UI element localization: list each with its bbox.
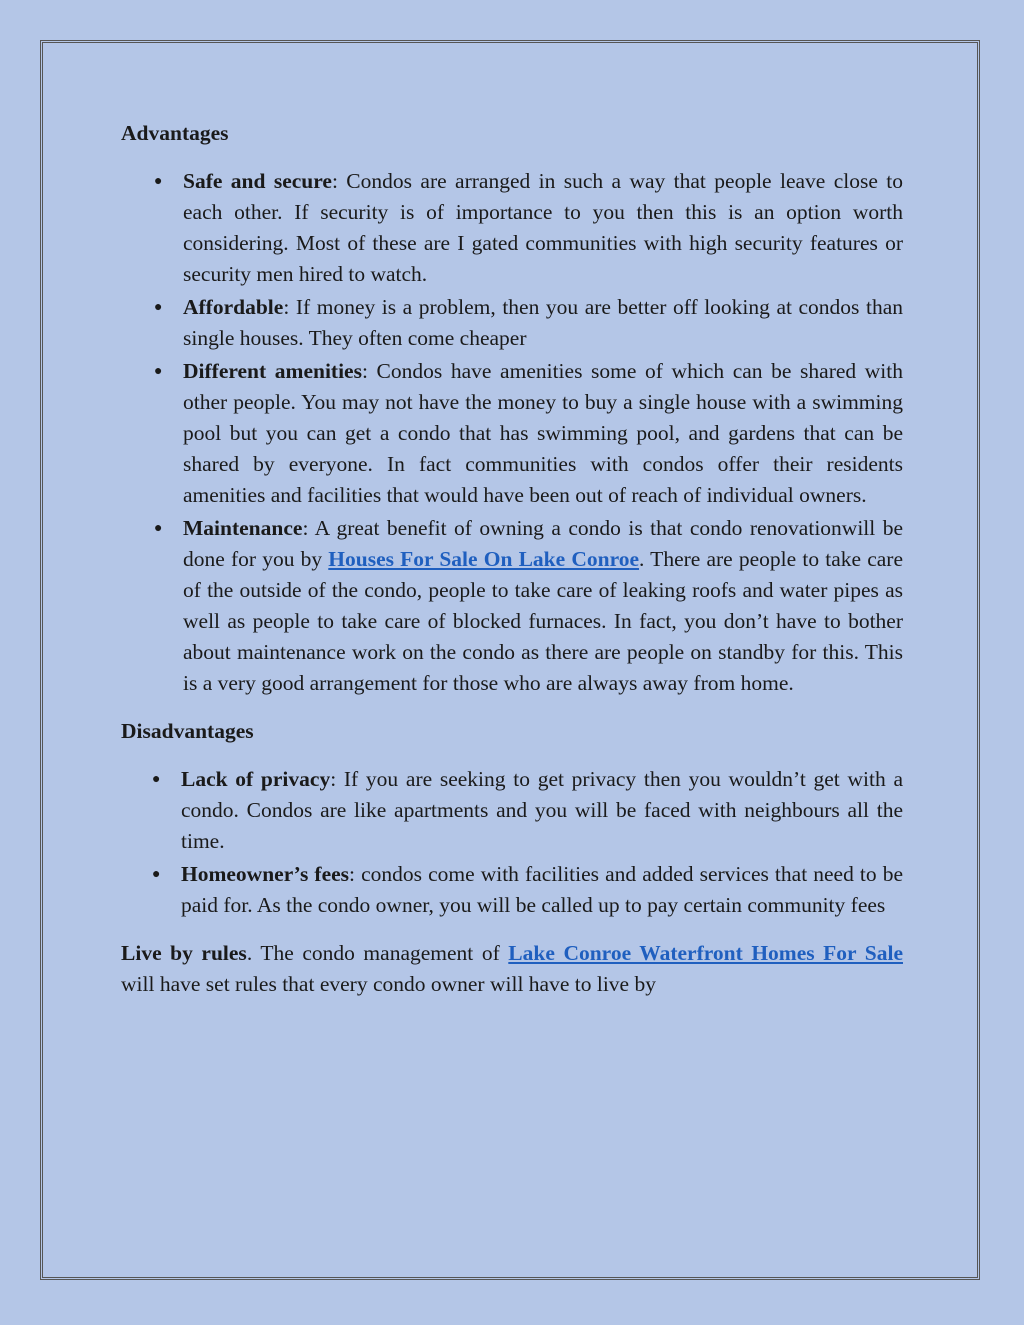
bullet-icon: ● [152, 867, 161, 882]
list-item [121, 356, 903, 511]
document-content [121, 118, 903, 1000]
rules-paragraph [121, 938, 903, 1000]
rules-term: Live by rules [121, 941, 247, 965]
item-term: Maintenance [183, 516, 303, 540]
item-term: Affordable [183, 295, 284, 319]
bullet-icon: ● [152, 772, 161, 787]
disadvantages-heading: Disadvantages [121, 719, 254, 743]
item-term: Lack of privacy [181, 767, 331, 791]
item-text: : A great benefit of owning a condo is that condo renovationwill be done for you by [183, 516, 903, 571]
list-item [121, 513, 903, 699]
houses-for-sale-link[interactable]: Houses For Sale On Lake Conroe [328, 547, 640, 571]
list-item [121, 292, 903, 354]
disadvantages-list [121, 764, 903, 921]
list-item [121, 764, 903, 857]
item-term: Different amenities [183, 359, 362, 383]
list-item [121, 166, 903, 290]
item-text: : If you are seeking to get privacy then you wouldn’t get with a condo. Condos are like apartments and you will be faced with neighbours all the time. [181, 767, 903, 853]
list-item [121, 859, 903, 921]
item-term: Safe and secure [183, 169, 332, 193]
item-text: : condos come with facilities and added services that need to be paid for. As the condo owner, you will be called up to pay certain community fees [181, 862, 903, 917]
advantages-list [121, 166, 903, 699]
waterfront-homes-link[interactable]: Lake Conroe Waterfront Homes For Sale [508, 941, 903, 965]
item-text: : Condos are arranged in such a way that people leave close to each other. If security is of importance to you then this is an option worth considering. Most of these are I gated communities with high security features or security men hired to watch. [183, 169, 903, 286]
rules-text: will have set rules that every condo owner will have to live by [121, 972, 656, 996]
item-text: : Condos have amenities some of which can be shared with other people. You may not have the money to buy a single house with a swimming pool but you can get a condo that has swimming pool, and gardens that can be shared by everyone. In fact communities with condos offer their residents amenities and facilities that would have been out of reach of individual owners. [183, 359, 903, 507]
bullet-icon: ● [154, 174, 163, 189]
bullet-icon: ● [154, 300, 163, 315]
rules-text: . The condo management of [246, 941, 509, 965]
bullet-icon: ● [154, 364, 163, 379]
advantages-heading: Advantages [121, 121, 229, 145]
item-text: . There are people to take care of the outside of the condo, people to take care of leaking roofs and water pipes as well as people to take care of blocked furnaces. In fact, you don’t have to bother about maintenance work on the condo as there are people on standby for this. This is a very good arrangement for those who are always away from home. [183, 547, 904, 695]
bullet-icon: ● [154, 521, 163, 536]
item-term: Homeowner’s fees [181, 862, 350, 886]
item-text: : If money is a problem, then you are better off looking at condos than single houses. They often come cheaper [183, 295, 903, 350]
